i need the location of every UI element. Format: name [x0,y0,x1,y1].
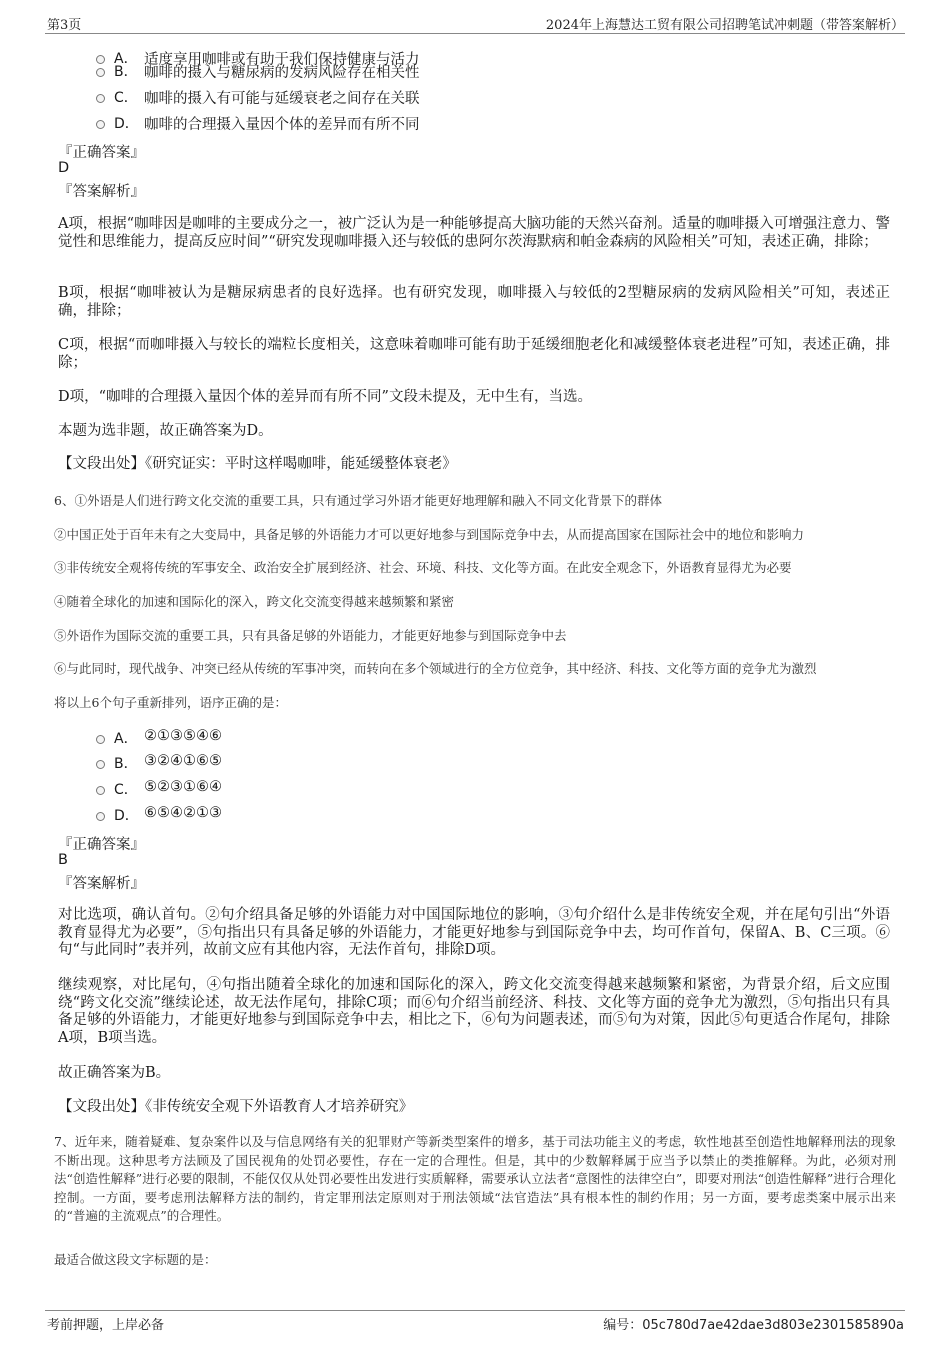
q5-analysis-a: A项，根据“咖啡因是咖啡的主要成分之一，被广泛认为是一种能够提高大脑功能的天然兴奋剂。适量的咖啡摄入可增强注意力、警觉性和思维能力，提高反应时间”“研究发现咖啡摄入还与较低的患阿尔茨海默病和帕金森病的风险相关”可知，表述正确，排除； [58,216,890,250]
q5-conclusion: 本题为选非题，故正确答案为D。 [58,423,273,439]
q6-analysis-label: 『答案解析』 [58,876,145,892]
q7-stem: 7、近年来，随着疑难、复杂案件以及与信息网络有关的犯罪财产等新类型案件的增多，基于司法功能主义的考虑，软性地甚至创造性地解释刑法的现象不断出现。这种思考方法顾及了国民视角的处罚必要性，存在一定的合理性。但是，其中的少数解释属于应当予以禁止的类推解释。为此，必须对刑法“创造性解释”进行必要的限制，不能仅仅从处罚必要性出发进行实质解释，需要承认立法者“意图性的法律空白”，即要对刑法“创造性解释”进行合理化控制。一方面，要考虑刑法解释方法的制约，肯定罪刑法定原则对于刑法领域“法官造法”具有根本性的制约作用；另一方面，要考虑类案中展示出来的“普遍的主流观点”的合理性。 [54,1134,896,1223]
q6-analysis-first: 对比选项，确认首句。②句介绍具备足够的外语能力对中国国际地位的影响，③句介绍什么是非传统安全观，并在尾句引出“外语教育显得尤为必要”，⑤句指出只有具备足够的外语能力，才能更好地参与到国际竞争中去，均可作首句，保留A、B、C三项。⑥句“与此同时”表并列，故前文应有其他内容，无法作首句，排除D项。 [58,907,890,958]
footer-divider [45,1310,905,1311]
q6-correct-label: 『正确答案』 [58,837,145,853]
radio-icon[interactable] [96,94,105,103]
q6-sentence-6: ⑥与此同时，现代战争、冲突已经从传统的军事冲突，而转向在多个领域进行的全方位竞争，其中经济、科技、文化等方面的竞争尤为激烈 [54,661,817,676]
q6-source: 【文段出处】《非传统安全观下外语教育人才培养研究》 [58,1099,414,1115]
radio-icon[interactable] [96,812,105,821]
q6-correct-answer: B [58,852,68,868]
q5-source: 【文段出处】《研究证实：平时这样喝咖啡，能延缓整体衰老》 [58,456,457,472]
q5-correct-answer: D [58,160,70,176]
radio-icon[interactable] [96,68,105,77]
radio-icon[interactable] [96,120,105,129]
q6-sentence-1: 6、①外语是人们进行跨文化交流的重要工具，只有通过学习外语才能更好地理解和融入不同文化背景下的群体 [54,493,662,508]
q6-prompt: 将以上6个句子重新排列，语序正确的是： [54,695,287,710]
q6-sentence-2: ②中国正处于百年未有之大变局中，具备足够的外语能力才可以更好地参与到国际竞争中去，从而提高国家在国际社会中的地位和影响力 [54,527,805,542]
q7-prompt: 最适合做这段文字标题的是： [54,1252,217,1267]
q6-analysis-last: 继续观察，对比尾句，④句指出随着全球化的加速和国际化的深入，跨文化交流变得越来越频繁和紧密，为背景介绍，后文应围绕“跨文化交流”继续论述，故无法作尾句，排除C项；而⑥句介绍当前经济、科技、文化等方面的竞争尤为激烈，⑤句指出只有具备足够的外语能力，才能更好地参与到国际竞争中去，相比之下，⑥句为问题表述，而⑤句为对策，因此⑤句更适合作尾句，排除A项，B项当选。 [58,977,890,1046]
q6-sentence-4: ④随着全球化的加速和国际化的深入，跨文化交流变得越来越频繁和紧密 [54,594,455,609]
q6-sentence-3: ③非传统安全观将传统的军事安全、政治安全扩展到经济、社会、环境、科技、文化等方面。在此安全观念下，外语教育显得尤为必要 [54,560,792,575]
header-divider [45,33,905,34]
q6-conclusion: 故正确答案为B。 [58,1065,171,1081]
radio-icon[interactable] [96,55,105,64]
q5-correct-label: 『正确答案』 [58,145,145,161]
q5-analysis-d: D项，“咖啡的合理摄入量因个体的差异而有所不同”文段未提及，无中生有，当选。 [58,389,592,405]
document-code: 编号：05c780d7ae42dae3d803e2301585890a [603,1318,904,1333]
q5-analysis-b: B项，根据“咖啡被认为是糖尿病患者的良好选择。也有研究发现，咖啡摄入与较低的2型糖尿病的发病风险相关”可知，表述正确，排除； [58,285,890,319]
radio-icon[interactable] [96,786,105,795]
q5-analysis-c: C项，根据“而咖啡摄入与较长的端粒长度相关，这意味着咖啡可能有助于延缓细胞老化和减缓整体衰老进程”可知，表述正确，排除； [58,337,890,371]
radio-icon[interactable] [96,735,105,744]
page-number: 第3页 [47,18,82,33]
footer-slogan: 考前押题，上岸必备 [47,1318,165,1333]
document-title: 2024年上海慧达工贸有限公司招聘笔试冲刺题（带答案解析） [545,18,904,33]
q6-sentence-5: ⑤外语作为国际交流的重要工具，只有具备足够的外语能力，才能更好地参与到国际竞争中去 [54,628,567,643]
q5-analysis-label: 『答案解析』 [58,184,145,200]
radio-icon[interactable] [96,760,105,769]
